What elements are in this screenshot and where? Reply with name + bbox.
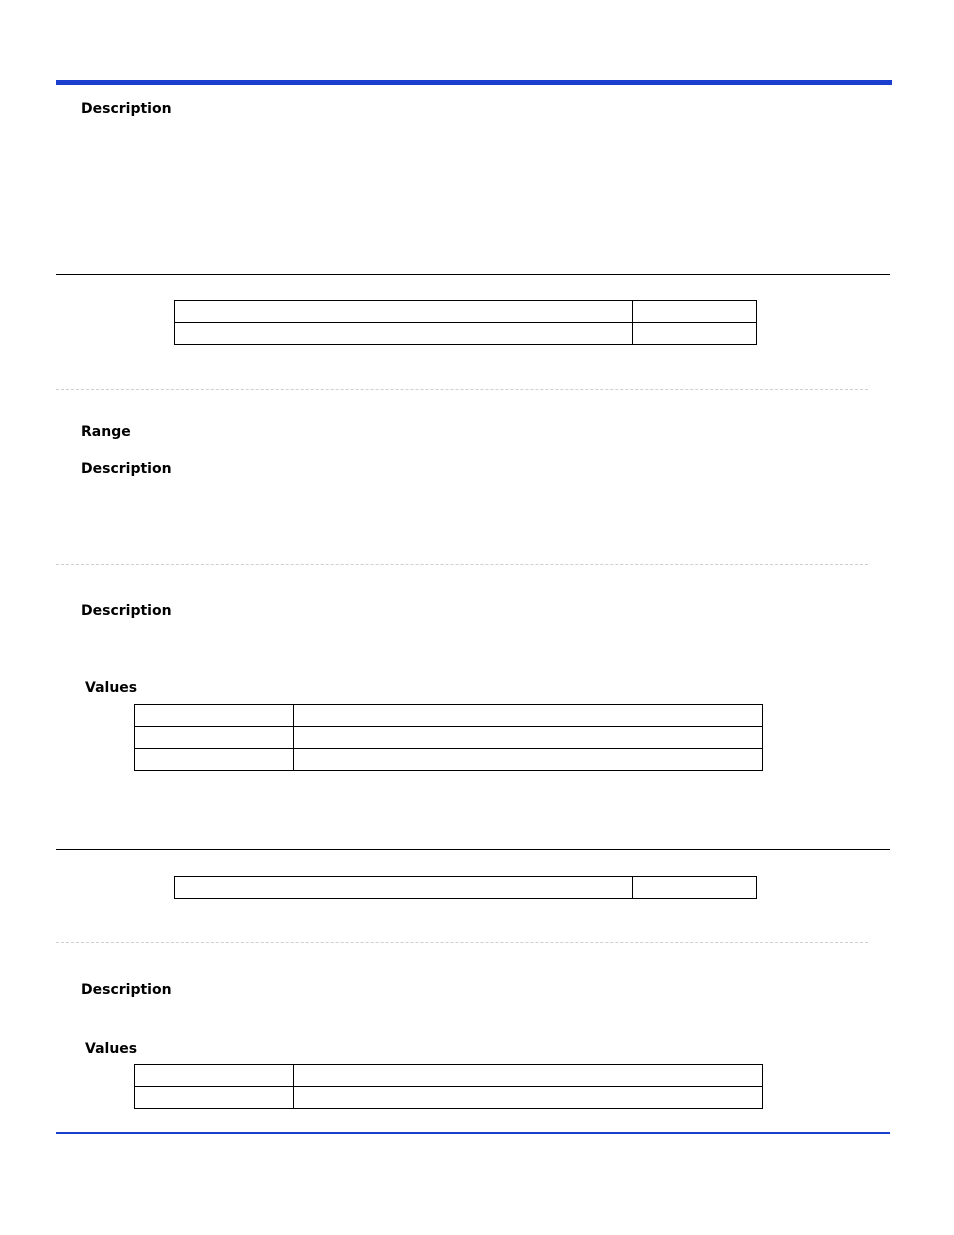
footer-rule bbox=[56, 1132, 890, 1134]
table-cell bbox=[294, 1087, 763, 1109]
description-heading-3: Description bbox=[81, 603, 172, 619]
table-cell bbox=[135, 727, 294, 749]
table-cell bbox=[633, 301, 757, 323]
table-cell bbox=[135, 1087, 294, 1109]
table-cell bbox=[294, 1065, 763, 1087]
dashed-divider-1 bbox=[56, 389, 868, 390]
dashed-divider-2 bbox=[56, 564, 868, 565]
table-row bbox=[175, 877, 757, 899]
values-heading-2: Values bbox=[85, 1041, 138, 1057]
dashed-divider-3 bbox=[56, 942, 868, 943]
description-heading-4: Description bbox=[81, 982, 172, 998]
values-table-2 bbox=[134, 1064, 763, 1109]
description-heading-1: Description bbox=[81, 101, 172, 117]
values-table-1 bbox=[134, 704, 763, 771]
table-row bbox=[175, 323, 757, 345]
header-rule bbox=[56, 80, 892, 85]
range-heading: Range bbox=[81, 424, 131, 440]
values-heading-1: Values bbox=[85, 680, 138, 696]
section-divider-1 bbox=[56, 274, 890, 275]
table-cell bbox=[175, 323, 633, 345]
table-cell bbox=[175, 301, 633, 323]
table-cell bbox=[135, 749, 294, 771]
table-row bbox=[135, 749, 763, 771]
table-row bbox=[135, 727, 763, 749]
syntax-table-1 bbox=[174, 300, 757, 345]
table-row bbox=[135, 705, 763, 727]
section-divider-2 bbox=[56, 849, 890, 850]
table-cell bbox=[175, 877, 633, 899]
table-cell bbox=[294, 705, 763, 727]
table-cell bbox=[294, 749, 763, 771]
table-cell bbox=[135, 705, 294, 727]
table-cell bbox=[294, 727, 763, 749]
table-row bbox=[135, 1065, 763, 1087]
table-row bbox=[135, 1087, 763, 1109]
description-heading-2: Description bbox=[81, 461, 172, 477]
table-row bbox=[175, 301, 757, 323]
table-cell bbox=[135, 1065, 294, 1087]
table-cell bbox=[633, 323, 757, 345]
table-cell bbox=[633, 877, 757, 899]
syntax-table-2 bbox=[174, 876, 757, 899]
